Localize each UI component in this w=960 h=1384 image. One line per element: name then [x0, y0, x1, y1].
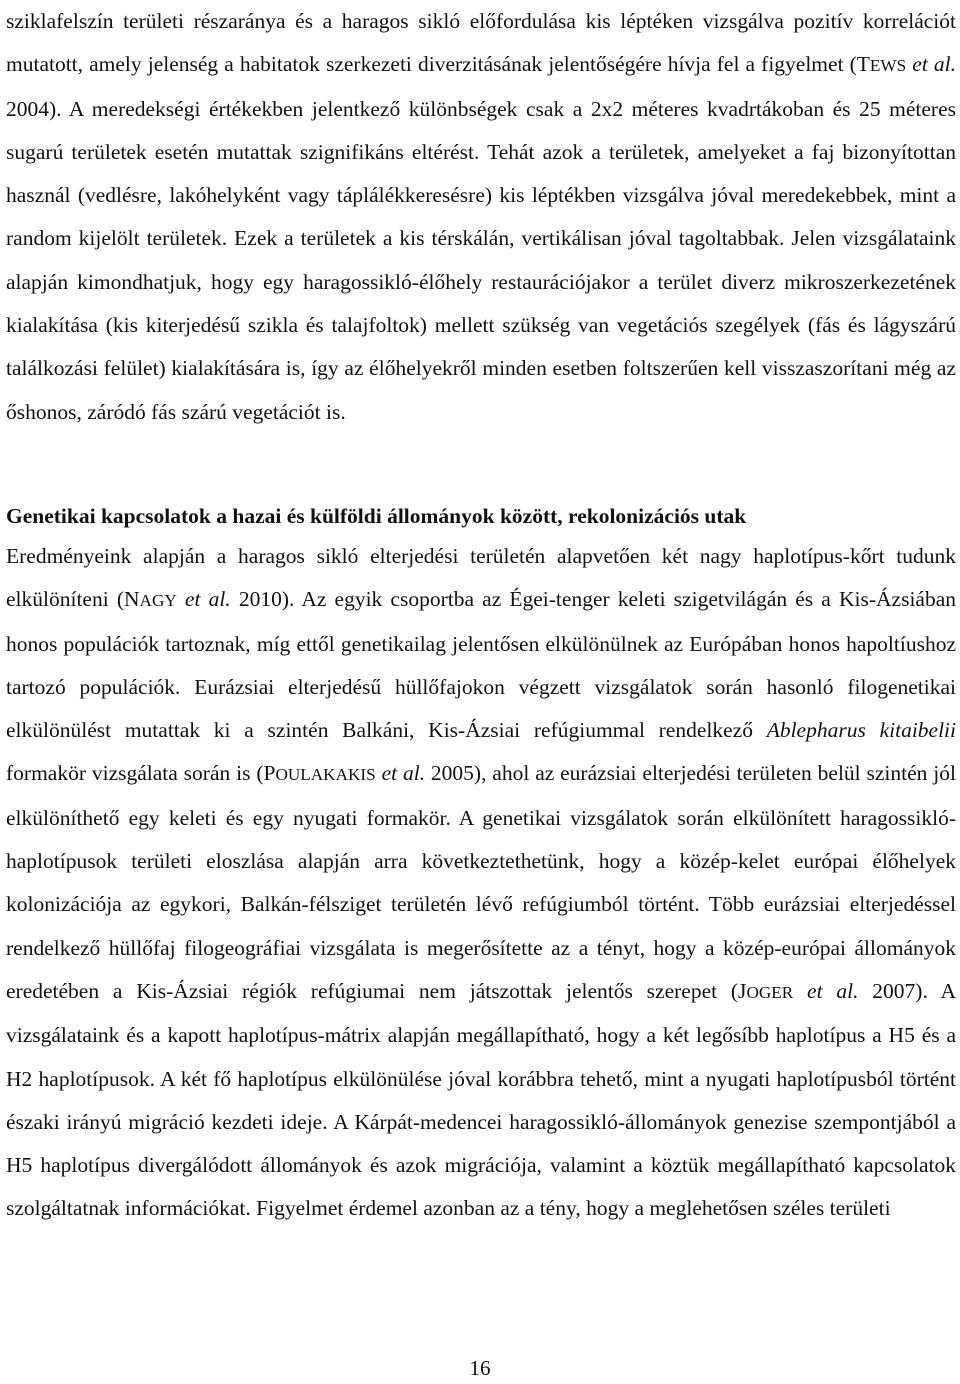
et-al-italic: et al. — [906, 52, 956, 77]
author-smallcaps: AGY — [139, 591, 177, 611]
body-paragraph-2 — [6, 535, 956, 1231]
author-smallcaps: EWS — [869, 56, 907, 76]
species-name-italic: Ablepharus kitaibelii — [766, 718, 957, 743]
paragraph-text: formakör vizsgálata során is (P — [6, 761, 276, 786]
paragraph-text: 2004). A meredekségi értékekben jelentkező különbségek csak a 2x2 méteres kvadrtákoban és 25 méteres sugarú területek esetén mutattak szignifikáns eltérést. Tehát azok a területek, amelyeket a faj bizonyítottan használ (vedlésre, lakóhelyként vagy táplálékkeresésre) kis léptékben vizsgálva jóval meredekebbek, mint a random kijelölt területek. Ezek a területek a kis térskálán, vertikálisan jóval tagoltabbak. Jelen vizsgálataink alapján kimondhatjuk, hogy egy haragossikló-élőhely restaurációjakor a terület diverz mikroszerkezetének kialakítása (kis kiterjedésű szikla és talajfoltok) mellett szükség van vegetációs szegélyek (fás és lágyszárú találkozási felület) kialakítására is, így az élőhelyekről minden esetben foltszerűen kell visszaszorítani még az őshonos, záródó fás szárú vegetációt is. — [6, 96, 956, 424]
page-number: 16 — [469, 1356, 491, 1380]
author-smallcaps: OGER — [746, 982, 794, 1002]
paragraph-text: 2010). Az egyik csoportba az Égei-tenger keleti szigetvilágán és a Kis-Ázsiában honos populációk tartoznak, míg ettől genetikailag jelentősen elkülönülnek az Európában honos hapoltíushoz tartozó populációk. Eurázsiai elterjedésű hüllőfajokon végzett vizsgálatok során hasonló filogenetikai elkülönülést mutattak ki a szintén Balkáni, Kis-Ázsiai refúgiummal rendelkező — [6, 587, 957, 743]
author-smallcaps: OULAKAKIS — [275, 765, 376, 785]
et-al-italic: et al. — [793, 978, 859, 1003]
paragraph-text: 2005), ahol az eurázsiai elterjedési területen belül szintén jól elkülöníthető egy keleti és egy nyugati formakör. A genetikai vizsgálatok során elkülönített haragossikló-haplotípusok területi eloszlása alapján arra következtethetünk, hogy a közép-kelet európai élőhelyek kolonizációja az egykori, Balkán-félsziget területén lévő refúgiumból történt. Több eurázsiai elterjedéssel rendelkező hüllőfaj filogeográfiai vizsgálata is megerősítette az a tényt, hogy a közép-európai állományok eredetében a Kis-Ázsiai régiók refúgiumai nem játszottak jelentős szerepet (J — [6, 761, 956, 1003]
paragraph-text: 2007). A vizsgálataink és a kapott haplotípus-mátrix alapján megállapítható, hogy a két legősíbb haplotípus a H5 és a H2 haplotípusok. A két fő haplotípus elkülönülése jóval korábbra tehető, mint a nyugati haplotípusból történt északi irányú migráció kezdeti ideje. A Kárpát-medencei haragossikló-állományok genezise szempontjából a H5 haplotípus divergálódott állományok és azok migrációja, valamint a köztük megállapítható kapcsolatok szolgáltatnak információkat. Figyelmet érdemel azonban az a tény, hogy a meglehetősen széles területi — [6, 978, 956, 1221]
section-heading: Genetikai kapcsolatok a hazai és külföldi állományok között, rekolonizációs utak — [6, 504, 747, 528]
et-al-italic: et al. — [176, 587, 231, 612]
et-al-italic: et al. — [375, 761, 426, 786]
body-paragraph-1 — [6, 0, 956, 434]
paragraph-text: sziklafelszín területi részaránya és a haragos sikló előfordulása kis léptéken vizsgálva pozitív korrelációt mutatott, amely jelenség a habitatok szerkezeti diverzitásának jelentőségére hívja fel a figyelmet (T — [6, 9, 956, 77]
paragraph-text: Eredményeink alapján a haragos sikló elterjedési területén alapvetően két nagy haplotípus-kőrt tudunk elkülöníteni (N — [6, 544, 956, 612]
